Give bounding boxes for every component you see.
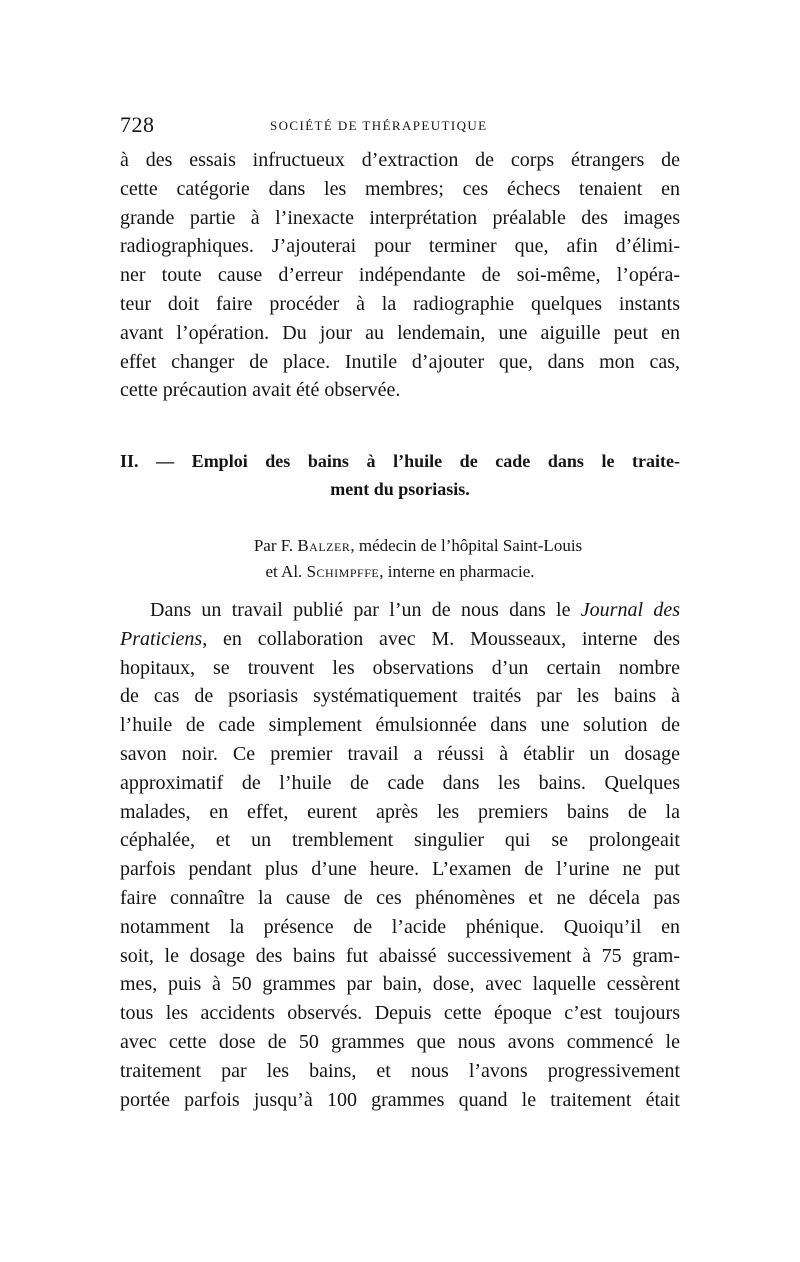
text-line: cette catégorie dans les membres; ces échecs tenaient en	[120, 177, 680, 200]
page-header	[120, 112, 680, 142]
section-heading-line: ment du psoriasis.	[330, 479, 470, 499]
text-line: portée parfois jusqu’à 100 grammes quand le traitement était	[120, 1088, 680, 1111]
text-line: céphalée, et un tremblement singulier qui se prolongeait	[120, 829, 680, 852]
section-heading	[120, 447, 680, 503]
text-line: de cas de psoriasis systématiquement traités par les bains à	[120, 685, 680, 708]
text-line: mes, puis à 50 grammes par bain, dose, avec laquelle cessèrent	[120, 973, 680, 996]
text-line: ner toute cause d’erreur indépendante de soi-même, l’opéra-	[120, 264, 680, 287]
text-line: Praticiens, en collaboration avec M. Mousseaux, interne des	[120, 627, 680, 650]
author-name: Balzer	[297, 536, 351, 555]
byline-affiliation: , médecin de l’hôpital Saint-Louis	[350, 536, 583, 555]
text-line: avant l’opération. Du jour au lendemain, une aiguille peut en	[120, 321, 680, 344]
intro-paragraph	[120, 146, 680, 405]
byline-affiliation: , interne en pharmacie.	[379, 562, 535, 581]
text-line: grande partie à l’inexacte interprétation préalable des images	[120, 206, 680, 229]
text-line: approximatif de l’huile de cade dans les bains. Quelques	[120, 771, 680, 794]
text-line: parfois pendant plus d’une heure. L’examen de l’urine ne put	[120, 858, 680, 881]
text-line: à des essais infructueux d’extraction de corps étrangers de	[120, 149, 680, 171]
journal-title: Journal des	[580, 599, 680, 621]
text-line: avec cette dose de 50 grammes que nous avons commencé le	[120, 1030, 680, 1053]
author-name: Schimpffe	[306, 562, 380, 581]
running-title: SOCIÉTÉ DE THÉRAPEUTIQUE	[270, 118, 488, 133]
text-line: cette précaution avait été observée.	[120, 379, 401, 402]
text-line: malades, en effet, eurent après les premiers bains de la	[120, 800, 680, 823]
journal-title: Praticiens	[120, 627, 203, 650]
byline-prefix: et Al.	[265, 562, 307, 581]
text-line: traitement par les bains, et nous l’avons progressivement	[120, 1059, 680, 1082]
body-paragraph	[120, 596, 680, 1114]
text-line: radiographiques. J’ajouterai pour terminer que, afin d’élimi-	[120, 235, 680, 258]
text-line: teur doit faire procéder à la radiographie quelques instants	[120, 292, 680, 315]
text-line: faire connaître la cause de ces phénomènes et ne décela pas	[120, 886, 680, 909]
byline-line	[120, 533, 680, 559]
text-line: Dans un travail publié par l’un de nous dans le Journal des	[150, 599, 680, 621]
text-line: hopitaux, se trouvent les observations d’un certain nombre	[120, 656, 680, 679]
text-line: savon noir. Ce premier travail a réussi à établir un dosage	[120, 742, 680, 765]
text-line: soit, le dosage des bains fut abaissé successivement à 75 gram-	[120, 944, 680, 967]
section-heading-line: II. — Emploi des bains à l’huile de cade dans le traite-	[120, 451, 680, 471]
byline	[120, 533, 680, 585]
byline-line	[265, 562, 534, 581]
text-line: l’huile de cade simplement émulsionnée dans une solution de	[120, 714, 680, 737]
text-line: notamment la présence de l’acide phénique. Quoiqu’il en	[120, 915, 680, 938]
text-line: effet changer de place. Inutile d’ajouter que, dans mon cas,	[120, 350, 680, 373]
page-number: 728	[120, 112, 155, 137]
text-line: tous les accidents observés. Depuis cette époque c’est toujours	[120, 1002, 680, 1025]
byline-prefix: Par F.	[253, 536, 298, 555]
